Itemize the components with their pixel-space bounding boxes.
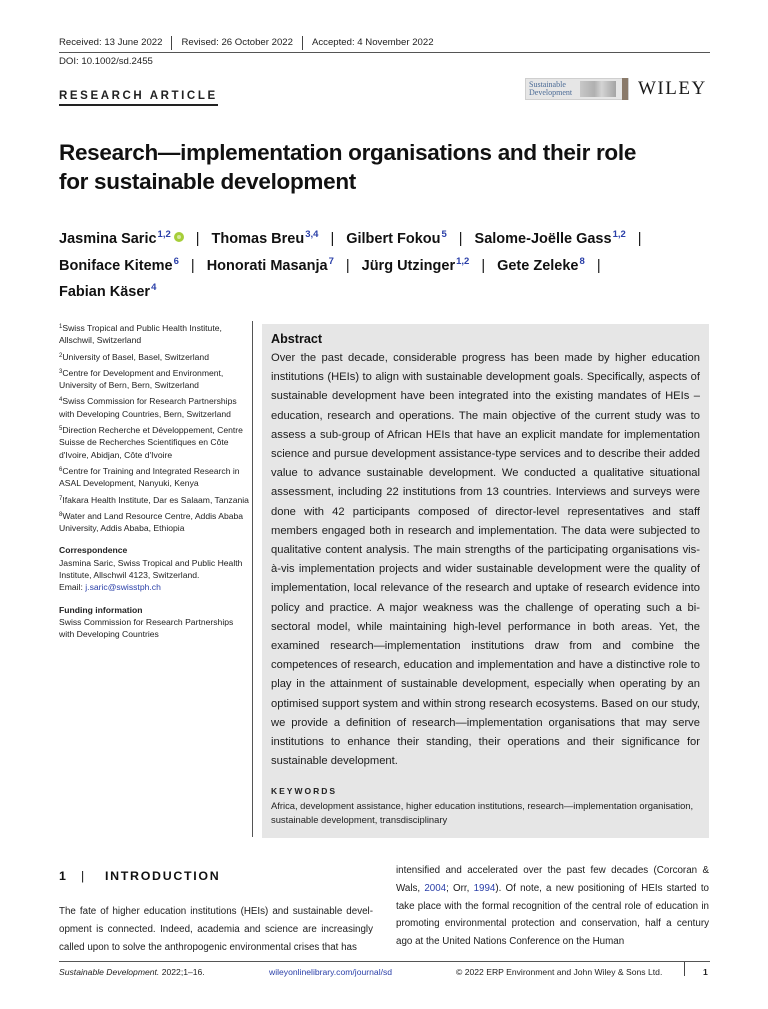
affiliation-text: Water and Land Resource Centre, Addis Ababa University, Addis Ababa, Ethiopia — [59, 510, 244, 534]
affiliation-number: 5 — [59, 426, 63, 433]
author-name: Honorati Masanja — [206, 257, 328, 274]
author-affiliation-ref[interactable]: 4 — [151, 282, 157, 293]
affiliation-item — [59, 321, 249, 347]
affiliation-text: Centre for Development and Environment, University of Bern, Bern, Switzerland — [59, 367, 224, 391]
author-separator: | — [458, 231, 463, 247]
author-name: Jürg Utzinger — [361, 257, 456, 274]
author-separator: | — [330, 231, 335, 247]
correspondence-heading: Correspondence — [59, 545, 128, 556]
doi: DOI: 10.1002/sd.2455 — [59, 56, 153, 67]
affiliation-item — [59, 493, 249, 506]
affiliation-item — [59, 509, 249, 535]
page-footer — [59, 961, 710, 977]
publication-dates — [59, 37, 710, 53]
email-label: Email: — [59, 582, 86, 593]
affiliation-text: Swiss Commission for Research Partnerships with Developing Countries, Bern, Switzerland — [59, 396, 237, 419]
title-line-2: for sustainable development — [59, 169, 356, 194]
author-affiliation-ref[interactable]: 6 — [173, 255, 179, 267]
author-affiliation-ref[interactable]: 1,2 — [157, 229, 171, 240]
keywords-list: Africa, development assistance, higher education institutions, research—implementation organisation, sustainable development, transdisciplinary — [271, 800, 694, 825]
author-separator: | — [195, 231, 200, 247]
author-separator: | — [481, 257, 486, 274]
section-separator: | — [81, 869, 86, 883]
author[interactable] — [475, 231, 626, 247]
author-affiliation-ref[interactable]: 1,2 — [456, 255, 470, 267]
affiliation-text: Swiss Tropical and Public Health Institute, Allschwil, Switzerland — [59, 323, 222, 346]
footer-journal-name: Sustainable Development. — [59, 967, 160, 977]
affiliation-number: 3 — [59, 368, 63, 375]
affiliation-number: 6 — [59, 466, 63, 473]
article-type-label: RESEARCH ARTICLE — [59, 90, 218, 106]
section-heading-introduction — [59, 869, 220, 883]
affiliation-text: University of Basel, Basel, Switzerland — [62, 351, 209, 362]
affiliation-item — [59, 423, 249, 461]
correspondence-text: Jasmina Saric, Swiss Tropical and Public Health Institute, Allschwil 4123, Switzerland. — [59, 557, 243, 581]
intro-paragraph-left: The fate of higher education institutions (HEIs) and sustainable development is connected. Indeed, academia and science are increasingly called upon to solve the anthropogenic environmental crises that has — [59, 906, 373, 953]
author[interactable] — [59, 284, 156, 300]
text-run: ). Of note, a new positioning of HEIs started to take place with the formal recognition of the central role of education in promoting environmental protection and conservation, half a century ago at the United Nations Conference on the Human — [396, 882, 709, 948]
author[interactable] — [346, 231, 447, 247]
abstract-body: Over the past decade, considerable progress has been made by higher education institutions (HEIs) to align with sustainable development goals. Specifically, aspects of sustainable development have been integrated into the existing mandates of HEIs – education, research and operations. The main objective of the current study was to assess a sub-group of African HEIs that have an explicit mandate for implementation science and pursue development assistance-type services and to describe their added value to advance sustainable development. We conducted a qualitative situational assessment, including 22 institutions from 13 countries. Interviews and surveys were done with 42 participants composed of director-level representatives and staff members engaged both in research and implementation. The data were subjected to qualitative content analysis. The main strengths of the participating organisations vis-à-vis implementation projects and wider sustainable development were the quality of implementation, local relevance of the research and uptake of research evidence into policy and practice. A major weakness was the challenge of operating such a bi-sectoral model, while maintaining high-level performance in both areas. Yet, the examined research—implementation institutions draw from and combine the competences of research, education and implementation and have a distinctive role to play in the attainment of sustainable development, especially when operating by an optimised support system and within strong research ecosystems. Based on our study, we provide a definition of research—implementation organisations that may serve institutions to enhance their standing, their operations and their significance for sustainable development. — [271, 352, 700, 768]
author-affiliation-ref[interactable]: 3,4 — [305, 229, 319, 240]
title-line-1: Research—implementation organisations and their role — [59, 140, 637, 165]
citation-link[interactable]: 2004 — [424, 882, 447, 894]
affiliation-item — [59, 394, 249, 420]
affiliation-item — [59, 464, 249, 490]
revised-date: Revised: 26 October 2022 — [181, 36, 302, 50]
keywords-heading: KEYWORDS — [271, 786, 338, 797]
affiliation-number: 7 — [59, 495, 63, 502]
author[interactable] — [497, 255, 585, 274]
author-affiliation-ref[interactable]: 7 — [328, 255, 334, 267]
affiliation-number: 8 — [59, 511, 63, 518]
affiliation-number: 2 — [59, 352, 63, 359]
author[interactable] — [361, 255, 470, 274]
footer-divider — [684, 962, 685, 976]
orcid-icon[interactable] — [174, 232, 184, 242]
journal-logo — [525, 78, 629, 100]
affiliation-text: Direction Recherche et Développement, Centre Suisse de Recherches Scientifiques en Côte d'Ivoire, Abidjan, Côte d'Ivoire — [59, 425, 243, 460]
article-title — [59, 138, 679, 196]
author-separator: | — [596, 257, 601, 274]
author[interactable] — [59, 231, 184, 247]
section-number: 1 — [59, 869, 68, 883]
publisher-logo: WILEY — [638, 78, 707, 99]
affiliation-text: Centre for Training and Integrated Research in ASAL Development, Nanyuki, Kenya — [59, 465, 240, 489]
column-divider — [252, 321, 253, 837]
footer-journal-link[interactable]: wileyonlinelibrary.com/journal/sd — [269, 967, 393, 977]
intro-paragraph-right — [396, 862, 709, 951]
abstract-box — [262, 324, 709, 838]
accepted-date: Accepted: 4 November 2022 — [311, 37, 434, 48]
correspondence-email-line — [59, 581, 249, 593]
author-name: Fabian Käser — [59, 284, 151, 300]
journal-emblem-icon — [580, 81, 616, 97]
author-separator: | — [637, 231, 642, 247]
affiliations-sidebar — [59, 321, 249, 641]
abstract-heading: Abstract — [271, 332, 323, 346]
received-date: Received: 13 June 2022 — [59, 36, 172, 50]
author-affiliation-ref[interactable]: 8 — [579, 255, 585, 267]
author-separator: | — [190, 257, 195, 274]
journal-logo-line1: Sustainable — [529, 80, 566, 89]
journal-cover-strip — [622, 78, 628, 100]
author-name: Thomas Breu — [211, 231, 305, 247]
author-name: Gilbert Fokou — [346, 231, 441, 247]
text-run: ; Orr, — [446, 882, 474, 894]
affiliation-number: 1 — [59, 324, 63, 330]
author-name: Gete Zeleke — [497, 257, 579, 274]
author-affiliation-ref[interactable]: 5 — [441, 229, 447, 240]
page-number: 1 — [703, 967, 708, 977]
author-name: Boniface Kiteme — [59, 257, 173, 274]
funding-heading: Funding information — [59, 604, 143, 615]
affiliation-number: 4 — [59, 397, 63, 404]
author[interactable] — [59, 255, 179, 274]
author-name: Salome-Joëlle Gass — [474, 231, 612, 247]
affiliation-item — [59, 350, 249, 363]
text-run: intensified and accelerated over the past few decades (Corcoran & Wals, — [396, 865, 709, 894]
journal-logo-line2: Development — [529, 88, 573, 97]
affiliation-item — [59, 366, 249, 392]
email-link[interactable]: j.saric@swisstph.ch — [85, 582, 161, 593]
author-affiliation-ref[interactable]: 1,2 — [612, 229, 626, 240]
affiliation-text: Ifakara Health Institute, Dar es Salaam, Tanzania — [62, 494, 249, 505]
author-list — [59, 224, 719, 304]
author-name: Jasmina Saric — [59, 231, 157, 247]
citation-link[interactable]: 1994 — [473, 882, 496, 894]
funding-text: Swiss Commission for Research Partnerships with Developing Countries — [59, 616, 234, 640]
section-title: INTRODUCTION — [105, 869, 221, 883]
footer-volume: 2022;1–16. — [159, 967, 205, 977]
author[interactable] — [206, 255, 334, 274]
author[interactable] — [212, 231, 319, 247]
footer-copyright: © 2022 ERP Environment and John Wiley & Sons Ltd. — [456, 967, 663, 977]
author-separator: | — [345, 257, 350, 274]
footer-journal — [59, 967, 269, 977]
journal-logo-text — [526, 81, 578, 97]
